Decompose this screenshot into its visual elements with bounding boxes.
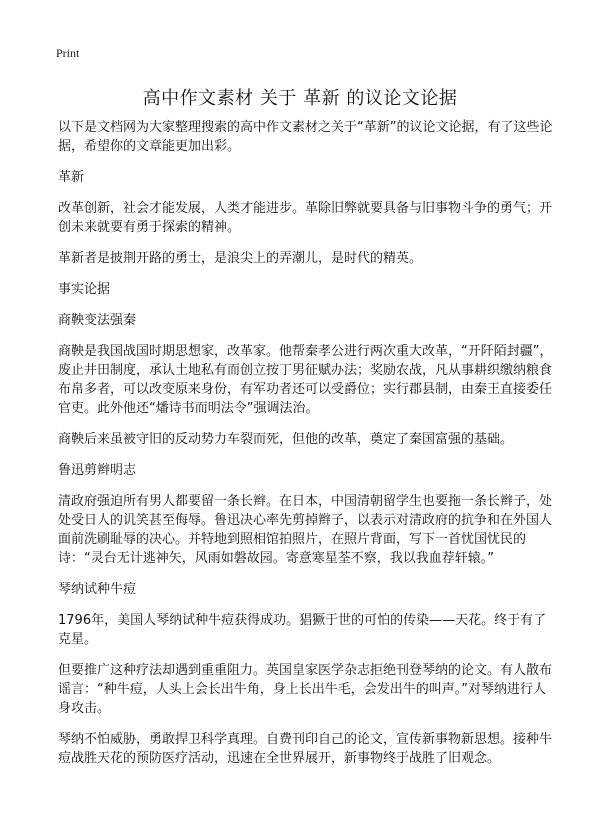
paragraph: 革新者是披荆开路的勇士，是浪尖上的弄潮儿，是时代的精英。: [58, 251, 423, 266]
paragraph: 商鞅是我国战国时期思想家，改革家。他帮秦孝公进行两次重大改革，“开阡陌封疆”，废止井田制度，承认土地私有而创立按丁男征赋办法；奖励农战，凡从事耕织缴纳粮食布帛多者，可以改变原来身份，有军功者还可以受爵位；实行郡县制，由秦王直接委任官吏。此外他还“燔诗书而明法令”强调法治。: [58, 344, 553, 416]
print-label: Print: [56, 46, 80, 60]
page-title: 高中作文素材 关于 革新 的议论文论据: [142, 88, 458, 109]
intro-paragraph: 以下是文档网为大家整理搜索的高中作文素材之关于“革新”的议论文论据，有了这些论据，希望你的文章能更加出彩。: [58, 120, 553, 154]
subheading-luxun: 鲁迅剪辫明志: [58, 463, 137, 478]
paragraph: 改革创新，社会才能发展，人类才能进步。革除旧弊就要具备与旧事物斗争的勇气；开创未来就要有勇于探索的精神。: [58, 201, 553, 235]
section-heading-facts: 事实论据: [58, 282, 111, 297]
paragraph: 1796年，美国人琴纳试种牛痘获得成功。猖獗于世的可怕的传染——天花。终于有了克星。: [58, 613, 547, 647]
paragraph: 琴纳不怕威胁，勇敢捍卫科学真理。自费刊印自己的论文，宣传新事物新思想。接种牛痘战胜天花的预防医疗活动，迅速在全世界展开，新事物终于战胜了旧观念。: [58, 732, 553, 766]
section-heading-gexin: 革新: [58, 170, 85, 185]
paragraph: 商鞅后来虽被守旧的反动势力车裂而死，但他的改革，奠定了秦国富强的基础。: [58, 432, 514, 447]
paragraph: 但要推广这种疗法却遇到重重阻力。英国皇家医学杂志拒绝刊登琴纳的论文。有人散布谣言：“种牛痘，人头上会长出牛角，身上长出牛毛，会发出牛的叫声。”对琴纳进行人身攻击。: [58, 663, 553, 716]
paragraph: 清政府强迫所有男人都要留一条长辫。在日本，中国清朝留学生也要拖一条长辫子，处处受日人的讥笑甚至侮辱。鲁迅决心率先剪掉辫子，以表示对清政府的抗争和在外国人面前洗刷耻辱的决心。并特地到照相馆拍照片，在照片背面，写下一首忧国忧民的诗：“灵台无计逃神矢，风雨如磐故园。寄意寒星荃不察，我以我血荐轩辕。”: [58, 494, 553, 566]
subheading-shangyang: 商鞅变法强秦: [58, 313, 137, 328]
subheading-jenner: 琴纳试种牛痘: [58, 582, 137, 597]
document-body: [58, 118, 558, 780]
